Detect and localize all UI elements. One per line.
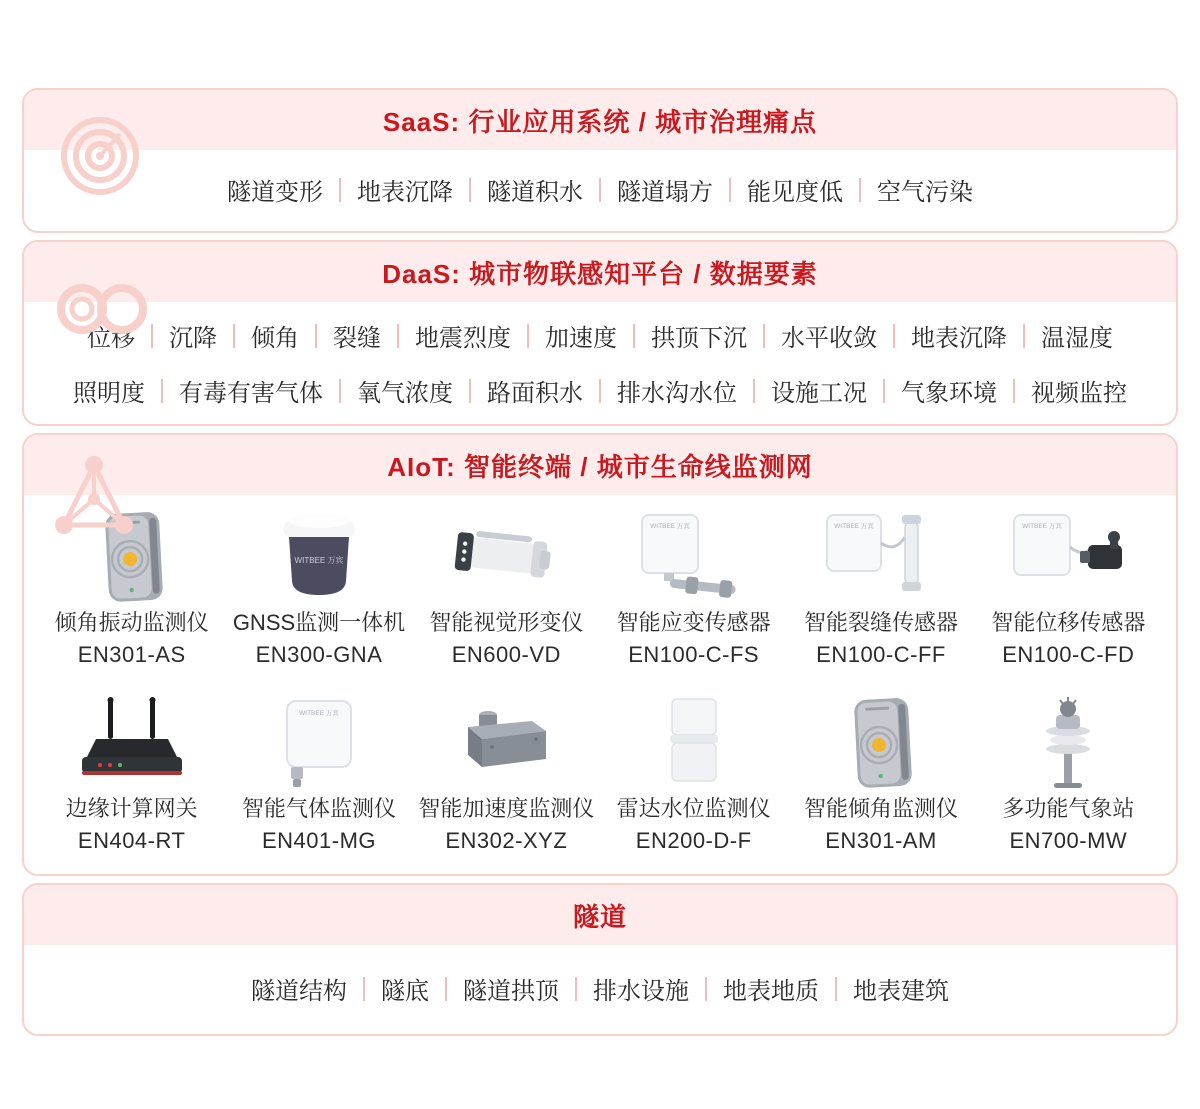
device-name: 智能视觉形变仪 <box>429 610 584 635</box>
item-separator <box>753 379 755 403</box>
daas-header-band <box>24 242 1176 302</box>
svg-text:WITBEE 万宾: WITBEE 万宾 <box>1022 523 1063 530</box>
device-model: EN100-C-FS <box>628 642 760 667</box>
item-label: 地表沉降 <box>911 325 1007 352</box>
saas-header-band <box>24 90 1176 150</box>
item-separator <box>469 178 471 202</box>
item-label: 地表建筑 <box>853 978 949 1005</box>
item-separator <box>151 324 153 348</box>
item-label: 能见度低 <box>747 179 843 206</box>
radar-level-device-icon <box>628 693 760 793</box>
device-card <box>975 693 1162 857</box>
saas-card <box>22 88 1178 233</box>
item-separator <box>729 178 731 202</box>
device-card <box>787 507 974 671</box>
item-separator <box>445 977 447 1001</box>
item-separator <box>233 324 235 348</box>
aiot-title: AIoT: 智能终端 / 城市生命线监测网 <box>387 451 813 482</box>
tilt-vibration-device-icon <box>77 507 187 607</box>
item-separator <box>835 977 837 1001</box>
device-card <box>38 507 225 671</box>
tunnel-items-area <box>24 945 1176 1032</box>
device-card <box>600 693 787 857</box>
device-name: 智能裂缝传感器 <box>803 610 958 635</box>
device-name: 智能应变传感器 <box>616 610 771 635</box>
item-separator <box>339 379 341 403</box>
saas-title: SaaS: 行业应用系统 / 城市治理痛点 <box>382 106 818 137</box>
item-label: 照明度 <box>73 380 145 407</box>
item-label: 隧底 <box>381 978 429 1005</box>
item-separator <box>763 324 765 348</box>
device-model: EN200-D-F <box>635 828 752 853</box>
device-card <box>413 693 600 857</box>
device-name: 倾角振动监测仪 <box>54 610 209 635</box>
device-grid <box>24 495 1176 861</box>
item-label: 温湿度 <box>1041 325 1113 352</box>
item-separator <box>893 324 895 348</box>
item-label: 位移 <box>87 325 135 352</box>
tunnel-title: 隧道 <box>572 901 627 932</box>
item-label: 地表地质 <box>723 978 819 1005</box>
weather-station-device-icon <box>1002 693 1134 793</box>
section-stack <box>22 88 1178 1036</box>
item-separator <box>1013 379 1015 403</box>
item-label: 拱顶下沉 <box>651 325 747 352</box>
device-name: 智能倾角监测仪 <box>803 796 958 821</box>
device-card <box>787 693 974 857</box>
device-card <box>413 507 600 671</box>
svg-text:WITBEE 万宾: WITBEE 万宾 <box>649 523 690 530</box>
strain-sensor-device-icon <box>628 507 760 607</box>
device-card <box>975 507 1162 671</box>
tilt-monitor-device-icon <box>826 693 936 793</box>
item-label: 地震烈度 <box>415 325 511 352</box>
crack-sensor-device-icon <box>815 507 947 607</box>
daas-item-row-1 <box>87 318 1113 353</box>
item-label: 裂缝 <box>333 325 381 352</box>
tunnel-card <box>22 883 1178 1036</box>
accelerometer-device-icon <box>440 693 572 793</box>
device-name: 多功能气象站 <box>1002 796 1135 821</box>
daas-title: DaaS: 城市物联感知平台 / 数据要素 <box>382 258 818 289</box>
item-label: 倾角 <box>251 325 299 352</box>
item-label: 沉降 <box>169 325 217 352</box>
item-separator <box>599 178 601 202</box>
item-label: 隧道结构 <box>251 978 347 1005</box>
device-model: EN301-AS <box>77 642 186 667</box>
item-separator <box>339 178 341 202</box>
displacement-sensor-device-icon <box>1002 507 1134 607</box>
item-label: 排水沟水位 <box>617 380 737 407</box>
gnss-device-icon <box>253 507 385 607</box>
camera-device-icon <box>440 507 572 607</box>
item-label: 氧气浓度 <box>357 380 453 407</box>
device-name: GNSS监测一体机 <box>232 610 406 635</box>
svg-text:WITBEE 万宾: WITBEE 万宾 <box>299 710 339 717</box>
item-separator <box>315 324 317 348</box>
device-card <box>38 693 225 857</box>
item-label: 视频监控 <box>1031 380 1127 407</box>
item-label: 气象环境 <box>901 380 997 407</box>
device-name: 边缘计算网关 <box>65 796 198 821</box>
item-separator <box>363 977 365 1001</box>
item-label: 路面积水 <box>487 380 583 407</box>
device-model: EN401-MG <box>261 828 377 853</box>
item-label: 地表沉降 <box>357 179 453 206</box>
aiot-card <box>22 433 1178 876</box>
item-separator <box>633 324 635 348</box>
item-separator <box>161 379 163 403</box>
daas-item-row-2 <box>73 373 1127 408</box>
item-label: 设施工况 <box>771 380 867 407</box>
device-model: EN302-XYZ <box>445 828 568 853</box>
item-label: 隧道塌方 <box>617 179 713 206</box>
device-model: EN404-RT <box>77 828 186 853</box>
tunnel-header-band <box>24 885 1176 945</box>
device-name: 智能位移传感器 <box>991 610 1146 635</box>
svg-text:WITBEE 万宾: WITBEE 万宾 <box>834 523 874 530</box>
device-model: EN100-C-FD <box>1002 642 1135 667</box>
item-label: 隧道积水 <box>487 179 583 206</box>
item-separator <box>575 977 577 1001</box>
item-separator <box>883 379 885 403</box>
device-name: 智能加速度监测仪 <box>418 796 595 821</box>
edge-gateway-device-icon <box>66 693 198 793</box>
item-label: 水平收敛 <box>781 325 877 352</box>
item-label: 排水设施 <box>593 978 689 1005</box>
device-model: EN301-AM <box>825 828 937 853</box>
item-label: 加速度 <box>545 325 617 352</box>
item-separator <box>527 324 529 348</box>
daas-card <box>22 240 1178 426</box>
item-label: 隧道变形 <box>227 179 323 206</box>
tunnel-item-row <box>251 971 949 1006</box>
device-model: EN700-MW <box>1009 828 1128 853</box>
device-card <box>225 693 412 857</box>
device-name: 智能气体监测仪 <box>241 796 396 821</box>
device-model: EN600-VD <box>451 642 561 667</box>
item-separator <box>1023 324 1025 348</box>
daas-items-area <box>24 302 1176 422</box>
item-separator <box>469 379 471 403</box>
device-model: EN100-C-FF <box>816 642 946 667</box>
gas-monitor-device-icon <box>253 693 385 793</box>
saas-items-area <box>24 150 1176 229</box>
item-label: 有毒有害气体 <box>179 380 323 407</box>
item-label: 空气污染 <box>877 179 973 206</box>
item-separator <box>397 324 399 348</box>
item-separator <box>599 379 601 403</box>
device-model: EN300-GNA <box>255 642 383 667</box>
svg-text:WITBEE 万宾: WITBEE 万宾 <box>294 556 344 565</box>
item-label: 隧道拱顶 <box>463 978 559 1005</box>
aiot-header-band <box>24 435 1176 495</box>
item-separator <box>859 178 861 202</box>
item-separator <box>705 977 707 1001</box>
device-card <box>600 507 787 671</box>
device-name: 雷达水位监测仪 <box>616 796 771 821</box>
saas-item-row <box>227 172 973 207</box>
device-card <box>225 507 412 671</box>
